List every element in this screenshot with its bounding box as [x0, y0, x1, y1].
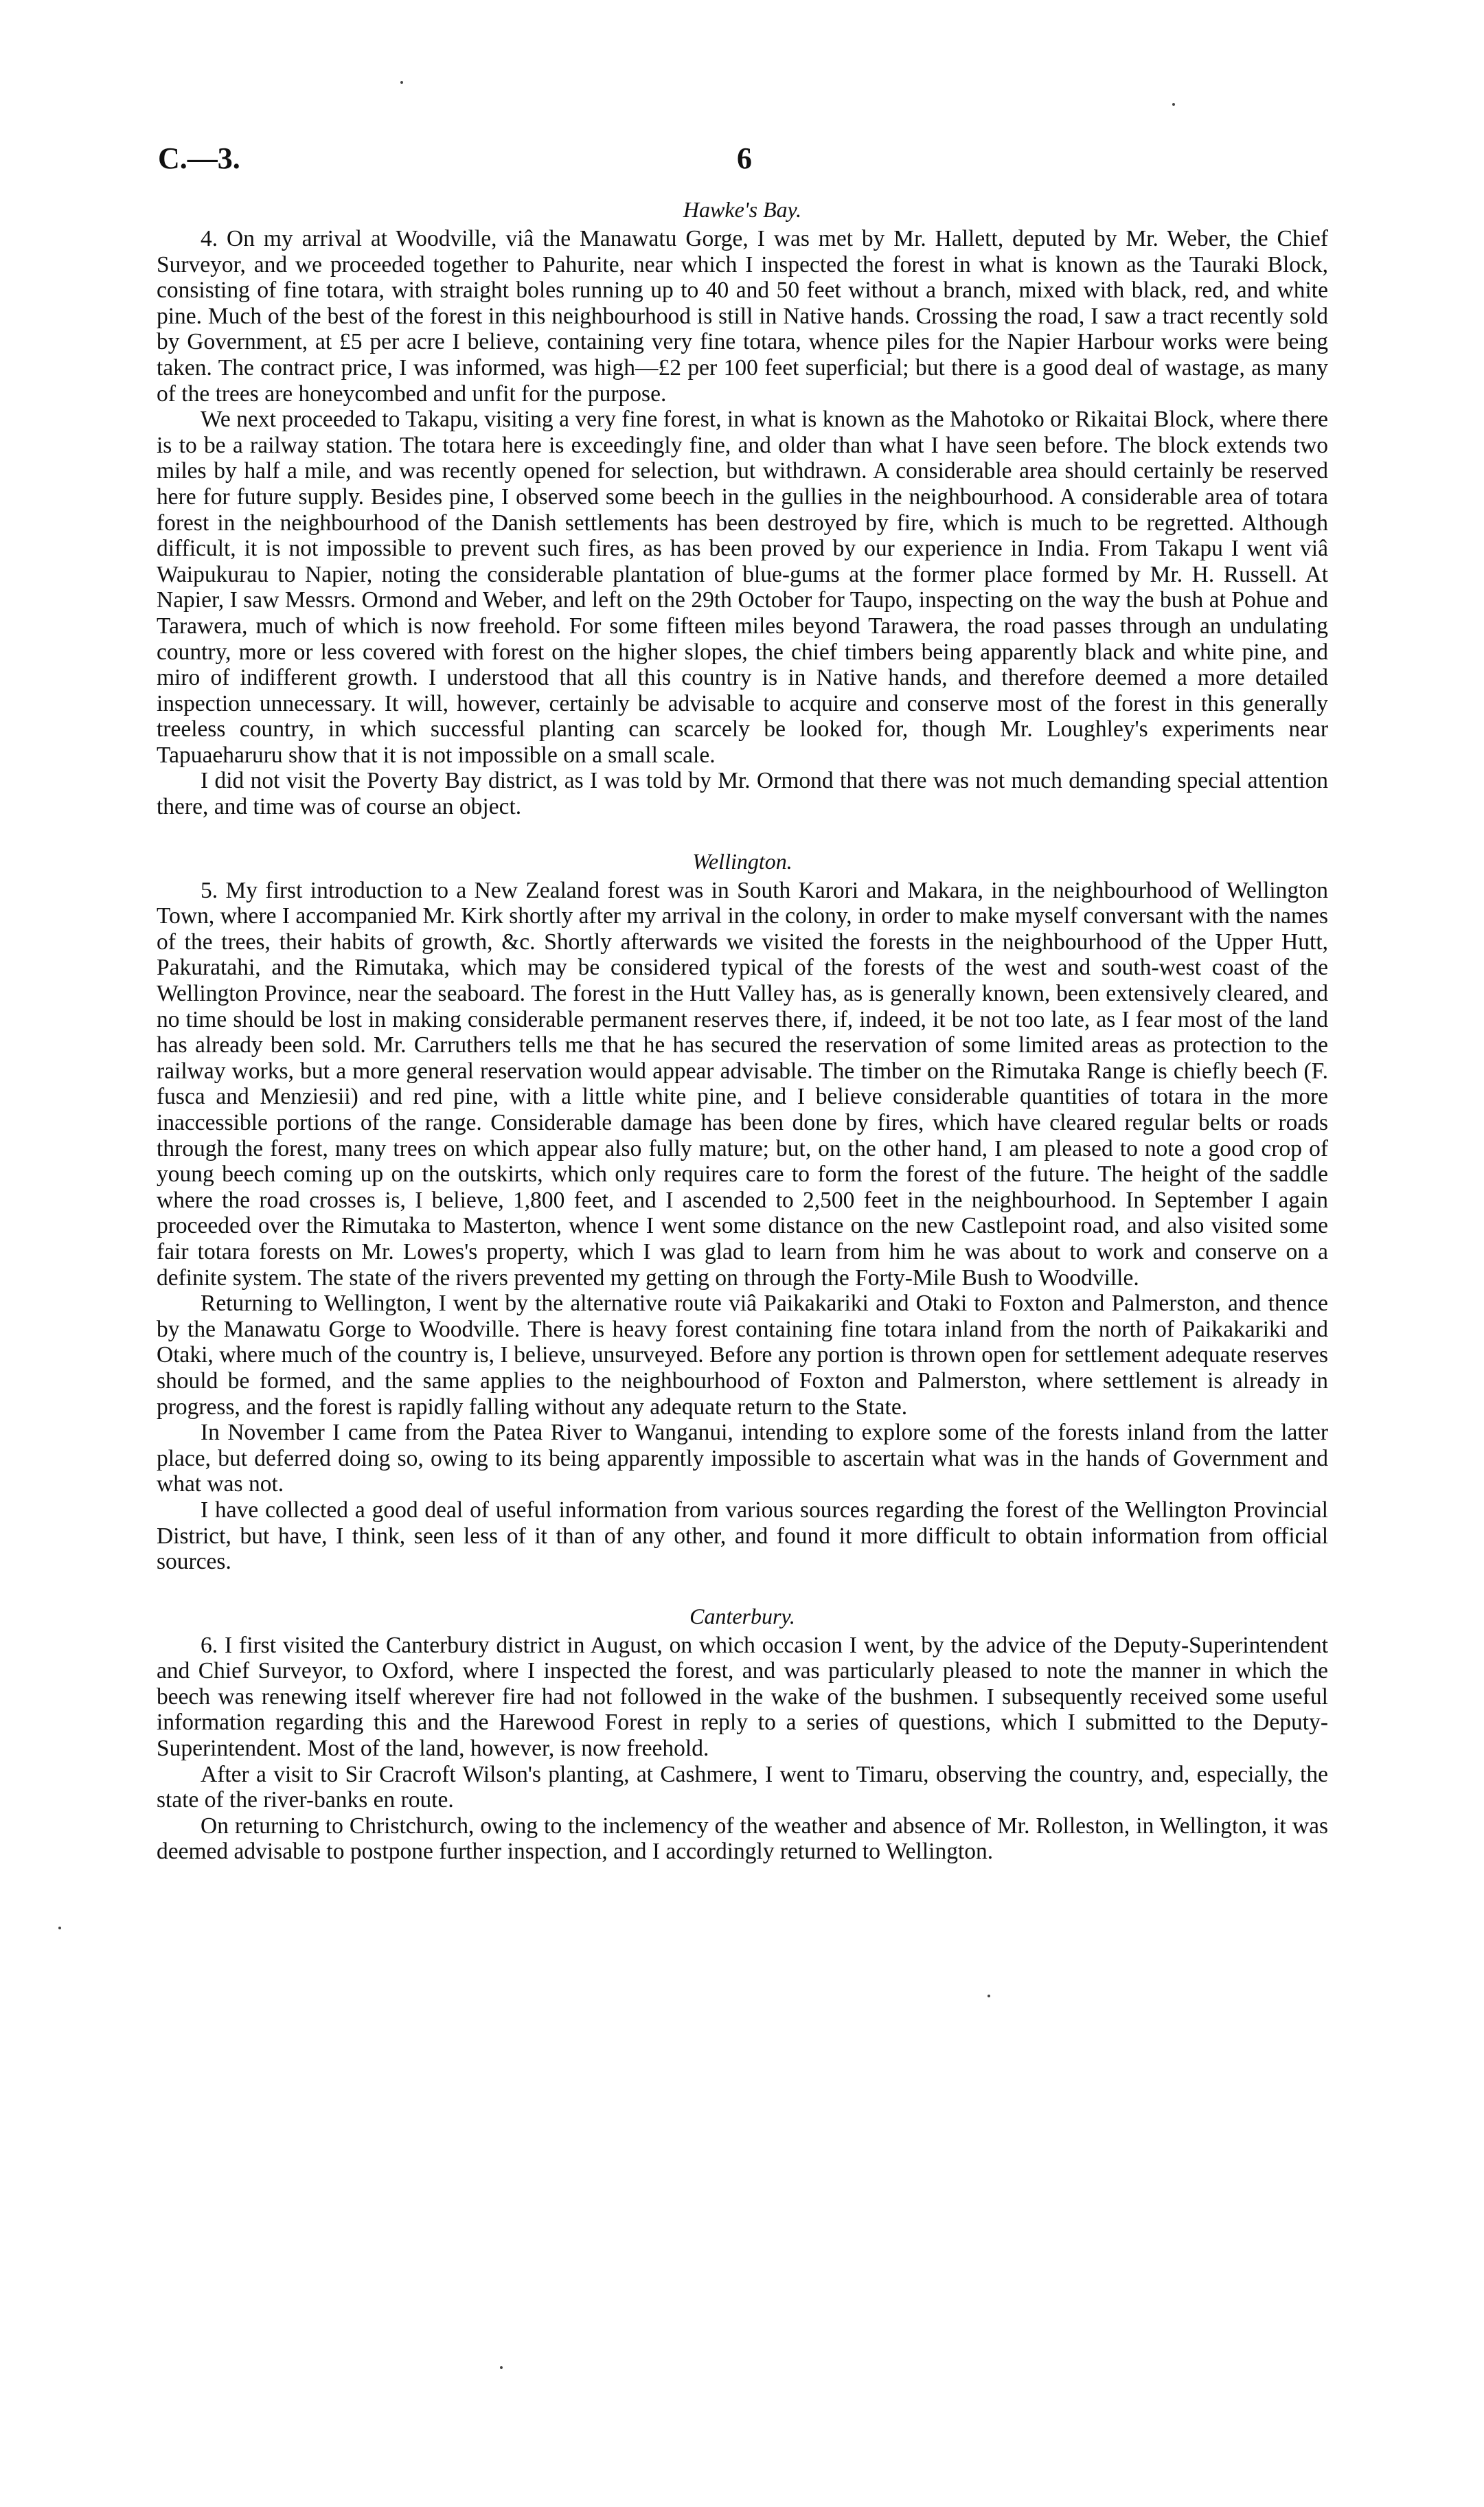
section-title: Canterbury.: [689, 1603, 795, 1629]
paragraph: We next proceeded to Takapu, visiting a very fine forest, in what is known as the Mahotoko or Rikaitai Block, where there is to be a railway station. The totara here is exceedingly fine, and older than what I have seen before. The block extends two miles by half a mile, and was recently opened for selection, but withdrawn. A considerable area should certainly be reserved here for future supply. Besides pine, I observed some beech in the gullies in the neighbourhood. A considerable area of totara forest in the neighbourhood of the Danish settlements has been destroyed by fire, which is much to be regretted. Although difficult, it is not impossible to prevent such fires, as has been proved by our experience in India. From Takapu I went viâ Waipukurau to Napier, noting the considerable plantation of blue-gums at the former place formed by Mr. H. Russell. At Napier, I saw Messrs. Ormond and Weber, and left on the 29th October for Taupo, inspecting on the way the bush at Pohue and Tarawera, much of which is now freehold. For some fifteen miles beyond Tarawera, the road passes through an undulating country, more or less covered with forest on the higher slopes, the chief timbers being apparently black and white pine, and miro of indifferent growth. I understood that all this country is in Native hands, and therefore deemed a more detailed inspection unnecessary. It will, however, certainly be advisable to acquire and conserve most of the forest in this generally treeless country, in which successful planting can scarcely be looked for, though Mr. Loughley's experiments near Tapuaeharuru show that it is not impossible on a small scale.: [157, 407, 1328, 768]
paragraph: Returning to Wellington, I went by the alternative route viâ Paikakariki and Otaki to Foxton and Palmerston, and thence by the Manawatu Gorge to Woodville. There is heavy forest containing fine totara inland from the north of Paikakariki and Otaki, where much of the country is, I believe, unsurveyed. Before any portion is thrown open for settlement adequate reserves should be formed, and the same applies to the neighbourhood of Foxton and Palmerston, where settlement is already in progress, and the forest is rapidly falling without any adequate return to the State.: [157, 1291, 1328, 1420]
paper-speck: [58, 1927, 61, 1929]
paragraph: On returning to Christchurch, owing to the inclemency of the weather and absence of Mr. Rolleston, in Wellington, it was deemed advisable to postpone further inspection, and I accordingly returned to Wellington.: [157, 1813, 1328, 1865]
paragraph: 6. I first visited the Canterbury district in August, on which occasion I went, by the advice of the Deputy-Superintendent and Chief Surveyor, to Oxford, where I inspected the forest, and was particularly pleased to note the manner in which the beech was renewing itself wherever fire had not followed in the wake of the bushmen. I subsequently received some useful information regarding this and the Harewood Forest in reply to a series of questions, which I submitted to the Deputy-Superintendent. Most of the land, however, is now freehold.: [157, 1632, 1328, 1762]
paragraph: 4. On my arrival at Woodville, viâ the Manawatu Gorge, I was met by Mr. Hallett, deputed by Mr. Weber, the Chief Surveyor, and we proceeded together to Pahurite, near which I inspected the forest in what is known as the Tauraki Block, consisting of fine totara, with straight boles running up to 40 and 50 feet without a branch, mixed with black, red, and white pine. Much of the best of the forest in this neighbourhood is still in Native hands. Crossing the road, I saw a tract recently sold by Government, at £5 per acre I believe, containing very fine totara, whence piles for the Napier Harbour works were being taken. The contract price, I was informed, was high—£2 per 100 feet superficial; but there is a good deal of wastage, as many of the trees are honeycombed and unfit for the purpose.: [157, 226, 1328, 407]
paragraph: 5. My first introduction to a New Zealand forest was in South Karori and Makara, in the neighbourhood of Wellington Town, where I accompanied Mr. Kirk shortly after my arrival in the colony, in order to make myself conversant with the names of the trees, their habits of growth, &c. Shortly afterwards we visited the forests in the neighbourhood of the Upper Hutt, Pakuratahi, and the Rimutaka, which may be considered typical of the forests of the west and south-west coast of the Wellington Province, near the seaboard. The forest in the Hutt Valley has, as is generally known, been extensively cleared, and no time should be lost in making considerable permanent reserves there, if, indeed, it be not too late, as I fear most of the land has already been sold. Mr. Carruthers tells me that he has secured the reservation of some limited areas as protection to the railway works, but a more general reservation would appear advisable. The timber on the Rimutaka Range is chiefly beech (F. fusca and Menziesii) and red pine, with a little white pine, and I believe considerable quantities of totara in the more inaccessible portions of the range. Considerable damage has been done by fires, which have cleared regular belts or roads through the forest, many trees on which appear also fully mature; but, on the other hand, I am pleased to note a good crop of young beech coming up on the outskirts, which only requires care to form the forest of the future. The height of the saddle where the road crosses is, I believe, 1,800 feet, and I ascended to 2,500 feet in the neighbourhood. In September I again proceeded over the Rimutaka to Masterton, whence I went some distance on the new Castlepoint road, and also visited some fair totara forests on Mr. Lowes's property, which I was glad to learn from him he was about to work and conserve on a definite system. The state of the rivers prevented my getting on through the Forty-Mile Bush to Woodville.: [157, 877, 1328, 1291]
section-hawkes-bay: [157, 196, 1328, 820]
section-title: Hawke's Bay.: [683, 197, 802, 222]
paper-speck: [500, 2366, 503, 2369]
paper-speck: [988, 1995, 990, 1997]
paper-speck: [400, 81, 403, 84]
section-wellington: [157, 848, 1328, 1575]
document-body: [157, 196, 1328, 1892]
paragraph: I did not visit the Poverty Bay district, as I was told by Mr. Ormond that there was not much demanding special attention there, and time was of course an object.: [157, 768, 1328, 820]
document-reference: C.—3.: [158, 141, 240, 175]
paragraph: I have collected a good deal of useful information from various sources regarding the forest of the Wellington Provincial District, but have, I think, seen less of it than of any other, and found it more difficult to obtain information from official sources.: [157, 1497, 1328, 1575]
section-title: Wellington.: [692, 848, 792, 874]
paper-speck: [1172, 103, 1175, 106]
paragraph: In November I came from the Patea River to Wanganui, intending to explore some of the forests inland from the latter place, but deferred doing so, owing to its being apparently impossible to ascertain what was in the hands of Government and what was not.: [157, 1420, 1328, 1497]
paragraph: After a visit to Sir Cracroft Wilson's planting, at Cashmere, I went to Timaru, observing the country, and, especially, the state of the river-banks en route.: [157, 1761, 1328, 1813]
page-number: 6: [737, 141, 752, 175]
page-header: [158, 141, 1325, 182]
section-canterbury: [157, 1602, 1328, 1865]
